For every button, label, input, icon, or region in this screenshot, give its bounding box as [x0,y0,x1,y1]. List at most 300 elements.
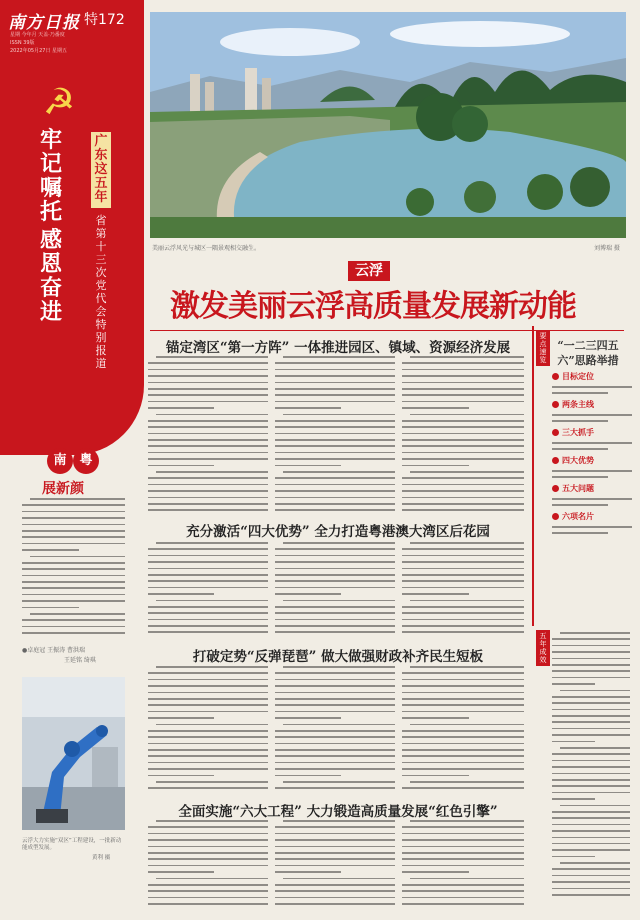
text-line [410,600,524,602]
text-line [148,593,214,595]
text-line [410,414,524,416]
masthead-title: 南方日报 [8,13,80,33]
text-line [402,897,524,899]
sidebar-item-label: 五大问题 [562,483,594,493]
vertical-char: 托 [40,199,63,225]
text-line [148,490,268,492]
text-line [560,690,630,692]
text-line [402,612,524,614]
text-line [275,407,341,409]
hero-credit: 刘博瑞 摄 [594,245,620,252]
text-line [156,820,268,822]
red-banner [0,0,144,455]
sidebar-item-label: 目标定位 [562,372,594,381]
text-line [22,530,125,532]
vertical-char: 奋 [40,275,63,301]
text-line [552,470,632,472]
text-line [402,890,524,892]
text-line [552,670,630,672]
text-line [156,414,268,416]
hero-photo [150,12,626,238]
text-line [410,666,524,668]
text-line [148,692,268,694]
text-line [275,445,395,447]
text-line [275,548,395,550]
text-line [402,717,469,719]
text-line [552,888,630,890]
vertical-char: 省 [95,214,107,227]
bullet-icon [552,485,559,492]
text-line [148,382,268,384]
text-line [552,645,630,647]
text-line [148,484,268,486]
body-column-d1 [148,820,268,910]
sidebar-item-label: 两条主线 [562,399,594,409]
text-line [156,781,268,783]
sidebar-item [552,400,632,410]
text-line [402,561,524,563]
text-line [552,734,630,736]
text-line [552,881,630,883]
text-line [275,865,395,867]
text-line [148,749,268,751]
text-line [148,903,268,905]
text-line [402,698,524,700]
text-line [552,664,630,666]
text-line [552,709,630,711]
text-line [283,414,395,416]
text-line [22,626,125,628]
text-line [552,651,630,653]
badge-nan: 南 [47,448,73,474]
body-column-c3 [402,666,524,794]
text-line [275,458,395,460]
text-line [148,452,268,454]
text-line [402,420,524,422]
text-line [402,375,524,377]
sidebar2-tag-text [536,632,550,664]
party-emblem-icon: ☭ [42,82,76,123]
text-line [275,568,395,570]
badge-label: 展新颜 [42,481,84,497]
byline-2: 王延铭 绮琪 [64,657,96,664]
text-line [402,503,524,505]
text-line [275,858,395,860]
bullet-icon [552,513,559,520]
text-line [402,568,524,570]
vertical-char: 特 [95,318,107,331]
text-line [402,762,524,764]
vertical-char: 览 [539,356,547,364]
text-line [283,542,395,544]
text-line [275,692,395,694]
text-line [552,792,630,794]
text-line [148,568,268,570]
text-line [402,458,524,460]
text-line [552,386,632,388]
text-line [148,711,268,713]
text-line [275,439,395,441]
text-line [22,575,125,577]
text-line [148,574,268,576]
text-line [148,388,268,390]
text-line [283,878,395,880]
text-line [410,356,524,358]
text-line [275,593,341,595]
text-line [275,631,395,633]
text-line [552,894,630,896]
text-line [552,504,608,506]
text-line [552,875,630,877]
text-line [552,868,630,870]
text-line [22,562,125,564]
vertical-char: 牢 [40,127,63,153]
text-line [275,388,395,390]
slogan-line-1-text [40,128,66,224]
slogan-line-2-text [40,228,66,324]
text-line [552,760,630,762]
text-line [148,548,268,550]
text-line [148,465,214,467]
text-line [148,587,268,589]
text-line [148,458,268,460]
text-line [148,787,268,789]
text-line [552,696,630,698]
vertical-char: 年 [94,190,108,205]
text-line [275,394,395,396]
text-line [402,858,524,860]
text-line [402,477,524,479]
text-line [552,824,630,826]
text-line [22,536,125,538]
text-line [402,685,524,687]
badge-yue: 粤 [73,448,99,474]
text-line [552,798,595,800]
vertical-char: 五 [539,632,547,640]
text-line [275,698,395,700]
text-line [275,685,395,687]
vertical-char: 党 [95,279,107,292]
text-line [560,805,630,807]
text-line [552,476,608,478]
text-line [402,672,524,674]
bullet-icon [552,401,559,408]
sidebar-item [552,372,632,382]
text-line [402,445,524,447]
text-line [552,392,608,394]
text-line [402,465,469,467]
text-line [552,683,595,685]
text-line [275,497,395,499]
vertical-char: 代 [95,292,107,305]
text-line [22,600,125,602]
text-line [402,593,469,595]
text-line [148,619,268,621]
text-line [275,743,395,745]
text-line [148,679,268,681]
vertical-char: 年 [539,640,547,648]
slogan-line-2 [40,228,66,324]
text-line [148,420,268,422]
text-line [275,490,395,492]
text-line [148,730,268,732]
text-line [148,890,268,892]
text-line [156,542,268,544]
text-line [22,543,125,545]
vertical-char: 嘱 [40,175,63,201]
bullet-icon [552,373,559,380]
text-line [283,666,395,668]
text-line [402,509,524,511]
body-column-b1 [148,542,268,640]
sidebar-item [552,428,632,438]
text-line [148,743,268,745]
text-line [275,420,395,422]
text-line [402,382,524,384]
sidebar-item [552,456,632,466]
text-line [402,497,524,499]
sidebar2-text [552,632,630,904]
text-line [552,677,630,679]
text-line [552,526,632,528]
text-line [22,524,125,526]
text-line [275,382,395,384]
text-line [275,890,395,892]
text-line [275,625,395,627]
text-line [148,612,268,614]
text-line [275,574,395,576]
text-line [402,768,524,770]
text-line [148,852,268,854]
text-line [22,587,125,589]
text-line [275,775,341,777]
vertical-char: 成 [539,648,547,656]
text-line [402,555,524,557]
text-line [275,730,395,732]
text-line [402,711,524,713]
text-line [402,574,524,576]
sidebar-item-label: 三大抓手 [562,427,594,437]
vertical-char: 效 [539,656,547,664]
text-line [283,471,395,473]
text-line [156,356,268,358]
text-line [552,658,630,660]
photo-caption: 云浮大力实施“双区”工程建设，一批新动能成型发展。 [22,838,122,851]
sidebar-list [552,372,632,539]
intro-text-column [22,498,125,641]
text-line [552,715,630,717]
text-line [275,580,395,582]
text-line [275,903,395,905]
text-line [22,632,125,634]
text-line [22,504,125,506]
text-line [148,865,268,867]
subhead-1: 锚定湾区“第一方阵” 一体推进园区、镇域、资源经济发展 [165,340,511,356]
text-line [402,704,524,706]
text-line [402,548,524,550]
vertical-char: 点 [539,340,547,348]
pub-meta-2: ISSN 39版 [10,40,35,46]
vertical-char: 进 [40,299,63,325]
five-years-tag-text [91,135,111,205]
sidebar-rule [532,326,534,626]
factory-photo [22,677,125,830]
text-line [275,606,395,608]
text-line [552,753,630,755]
vertical-char: 要 [539,332,547,340]
text-line [402,490,524,492]
text-line [148,884,268,886]
text-line [552,728,630,730]
text-line [410,471,524,473]
slogan-line-1 [40,128,66,224]
text-line [402,388,524,390]
sidebar-title: “一二三四五六”思路举措 [557,339,619,367]
text-line [275,762,395,764]
text-line [402,580,524,582]
text-line [275,477,395,479]
pub-meta-1: 星期 今年月 天盖·乃番度 [10,32,65,38]
hero-caption: 美丽云浮风光与城区一隅景观相交融生。 [152,245,261,252]
congress-report-text [94,214,108,370]
text-line [275,768,395,770]
byline-1: ●卓庭冠 王振涛 曹洪瑞 [22,647,86,654]
text-line [275,717,341,719]
text-line [22,619,125,621]
subhead-2: 充分激活“四大优势” 全力打造粤港澳大湾区后花园 [186,524,490,540]
text-line [148,439,268,441]
text-line [148,394,268,396]
text-line [275,561,395,563]
text-line [275,369,395,371]
pub-meta-3: 2022年05月27日 星期五 [10,48,68,54]
vertical-char: 别 [95,331,107,344]
text-line [148,433,268,435]
text-line [275,736,395,738]
body-column-a2 [275,356,395,516]
text-line [552,532,608,534]
vertical-char: 速 [539,348,547,356]
text-line [148,846,268,848]
text-line [402,826,524,828]
text-line [402,606,524,608]
text-line [552,817,630,819]
vertical-char: 报 [95,344,107,357]
vertical-char: 道 [95,357,107,370]
special-issue-label: 特172 [84,12,125,28]
text-line [156,666,268,668]
bullet-icon [552,457,559,464]
text-line [410,542,524,544]
text-line [402,846,524,848]
text-line [402,871,469,873]
text-line [22,568,125,570]
text-line [275,672,395,674]
text-line [30,556,125,558]
text-line [148,871,214,873]
text-line [156,600,268,602]
text-line [148,606,268,608]
text-line [148,503,268,505]
text-line [552,498,632,500]
text-line [552,773,630,775]
text-line [402,484,524,486]
text-line [560,747,630,749]
body-column-a3 [402,356,524,516]
text-line [148,555,268,557]
text-line [402,775,469,777]
text-line [283,356,395,358]
text-line [552,638,630,640]
sidebar-item-label: 四大优势 [562,455,594,465]
text-line [275,679,395,681]
text-line [275,452,395,454]
text-line [410,878,524,880]
text-line [552,785,630,787]
text-line [402,433,524,435]
text-line [30,498,125,500]
subhead-3: 打破定势“反弹琵琶” 做大做强财政补齐民生短板 [192,649,484,665]
vertical-char: 第 [95,227,107,240]
text-line [148,858,268,860]
text-line [22,581,125,583]
text-line [402,755,524,757]
text-line [283,600,395,602]
text-line [148,369,268,371]
text-line [275,612,395,614]
text-line [148,362,268,364]
sidebar2-tag [536,630,550,666]
headline-rule [150,330,624,331]
text-line [402,619,524,621]
text-line [148,698,268,700]
text-line [402,394,524,396]
sidebar-item [552,512,632,522]
text-line [148,897,268,899]
text-line [552,721,630,723]
text-line [148,826,268,828]
landscape-photo-icon [150,12,626,238]
text-line [283,820,395,822]
text-line [275,846,395,848]
text-line [275,619,395,621]
text-line [156,471,268,473]
text-line [402,839,524,841]
body-column-d2 [275,820,395,910]
text-line [275,755,395,757]
text-line [402,852,524,854]
text-line [275,426,395,428]
text-line [275,897,395,899]
text-line [275,555,395,557]
text-line [156,878,268,880]
text-line [552,414,632,416]
text-line [402,625,524,627]
text-line [275,433,395,435]
text-line [275,884,395,886]
text-line [552,837,630,839]
text-line [148,509,268,511]
text-line [402,401,524,403]
text-line [275,749,395,751]
text-line [402,587,524,589]
text-line [148,426,268,428]
text-line [22,607,79,609]
five-years-tag [91,132,111,208]
text-line [552,702,630,704]
text-line [148,762,268,764]
body-column-d3 [402,820,524,910]
